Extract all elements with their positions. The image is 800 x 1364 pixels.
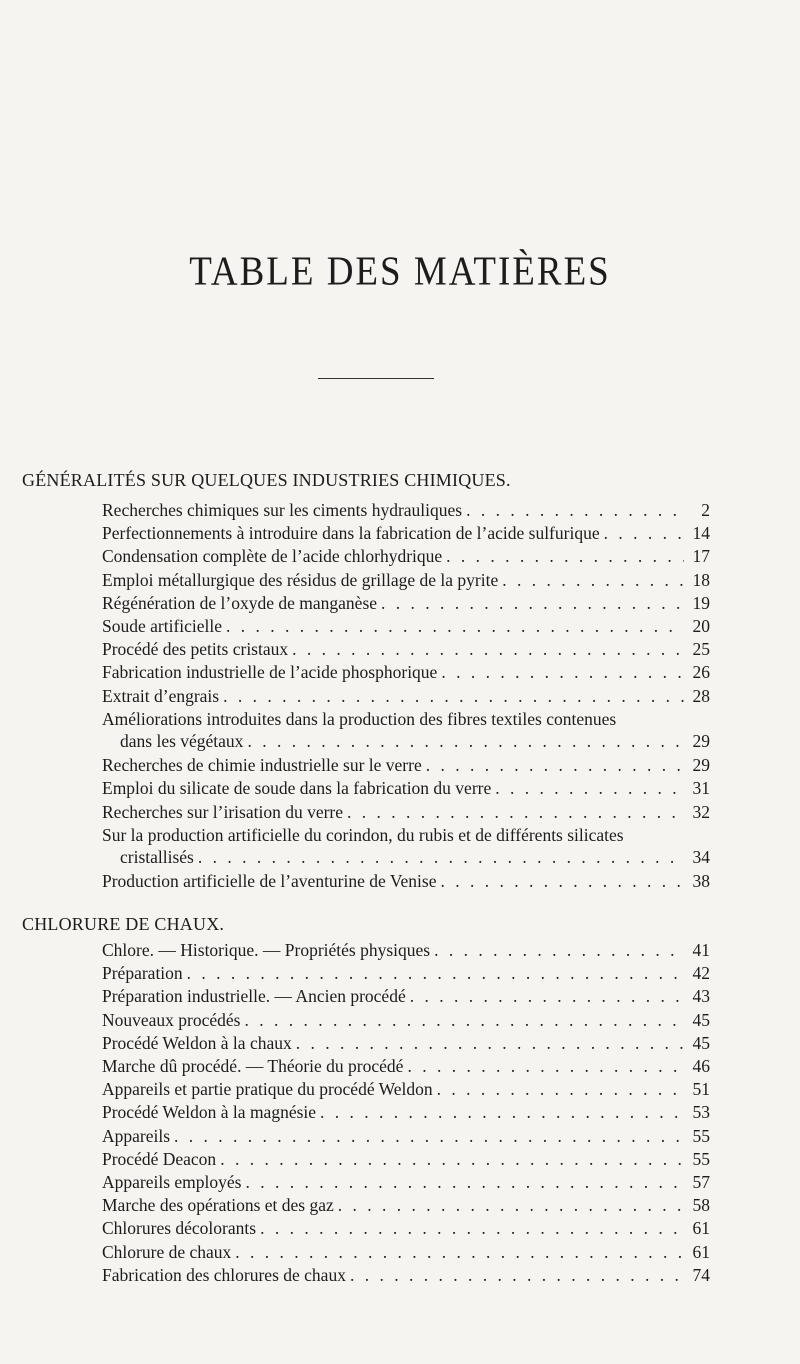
toc-page-number: 74 — [692, 1264, 710, 1285]
toc-entry-title: Recherches chimiques sur les ciments hydrauliques — [102, 500, 463, 520]
toc-entry-title: Marche des opérations et des gaz — [102, 1195, 334, 1216]
toc-entry-title: Chlorures décolorants — [102, 1218, 257, 1239]
dot-leader — [604, 522, 684, 544]
dot-leader — [220, 1148, 684, 1170]
dot-leader — [426, 754, 684, 776]
dot-leader — [407, 1055, 684, 1077]
section-heading: CHLORURE DE CHAUX. — [22, 914, 225, 934]
toc-page-number: 29 — [692, 755, 710, 776]
dot-leader — [441, 661, 684, 683]
toc-entry — [102, 499, 710, 521]
toc-page-number: 19 — [692, 592, 710, 613]
toc-entry-title: Production artificielle de l’aventurine de Venise — [102, 871, 437, 892]
toc-page-number: 51 — [692, 1079, 710, 1100]
toc-page-number: 42 — [692, 963, 710, 984]
toc-entry — [102, 962, 710, 984]
toc-entry-title: Condensation complète de l’acide chlorhydrique — [102, 546, 443, 567]
toc-entry-title: Emploi du silicate de soude dans la fabrication du verre — [102, 778, 492, 799]
toc-entry — [102, 985, 710, 1007]
dot-leader — [226, 615, 684, 637]
dot-leader — [296, 1032, 684, 1054]
dot-leader — [247, 730, 684, 752]
toc-entry — [102, 1264, 710, 1286]
toc-entry — [102, 615, 710, 637]
toc-entry-title: Procédé Weldon à la chaux — [102, 1032, 292, 1053]
toc-entry — [102, 545, 710, 567]
toc-entry — [102, 1078, 710, 1100]
dot-leader — [245, 1171, 684, 1193]
toc-entry-title-continued: dans les végétaux — [120, 730, 244, 751]
dot-leader — [260, 1217, 684, 1239]
toc-entry-title: Marche dû procédé. — Théorie du procédé — [102, 1056, 404, 1076]
section-heading: GÉNÉRALITÉS SUR QUELQUES INDUSTRIES CHIMIQUES. — [22, 470, 511, 490]
toc-page-number: 61 — [692, 1241, 710, 1262]
dot-leader — [446, 545, 684, 567]
toc-entry — [102, 754, 710, 776]
toc-page-number: 46 — [692, 1056, 710, 1076]
toc-entry — [102, 777, 710, 799]
toc-entry-title: Procédé Deacon — [102, 1148, 217, 1169]
dot-leader — [381, 592, 684, 614]
toc-entry-title: Nouveaux procédés — [102, 1009, 241, 1030]
dot-leader — [245, 1009, 685, 1031]
dot-leader — [187, 962, 684, 984]
toc-entry-title: Fabrication des chlorures de chaux — [102, 1264, 346, 1285]
toc-entry-title: Recherches de chimie industrielle sur le verre — [102, 755, 422, 776]
toc-page-number: 45 — [692, 1009, 710, 1030]
toc-entry-title: Extrait d’engrais — [102, 685, 220, 706]
dot-leader — [350, 1264, 684, 1286]
toc-entry — [102, 824, 710, 868]
title-divider — [318, 378, 434, 379]
toc-entry-title: Recherches sur l’irisation du verre — [102, 801, 344, 822]
toc-entry-title: Sur la production artificielle du corindon, du rubis et de différents silicates — [102, 824, 624, 845]
toc-page-number: 14 — [692, 523, 710, 544]
toc-entry-title: Chlore. — Historique. — Propriétés physiques — [102, 940, 431, 960]
dot-leader — [223, 685, 684, 707]
toc-page-number: 55 — [692, 1148, 710, 1169]
dot-leader — [338, 1194, 684, 1216]
toc-page-number: 55 — [692, 1125, 710, 1146]
toc-entry — [102, 1217, 710, 1239]
toc-entry — [102, 685, 710, 707]
dot-leader — [466, 499, 684, 521]
toc-page-number: 34 — [692, 846, 710, 867]
toc-entry-title: Emploi métallurgique des résidus de grillage de la pyrite — [102, 569, 499, 590]
toc-entry — [102, 1241, 710, 1263]
toc-entry — [102, 1032, 710, 1054]
toc-page-number: 18 — [692, 569, 710, 590]
toc-entry-title: Préparation industrielle. — Ancien procédé — [102, 986, 406, 1007]
toc-entry — [102, 1148, 710, 1170]
toc-entry-title: Soude artificielle — [102, 616, 223, 636]
toc-entry — [102, 1055, 710, 1077]
toc-entry — [102, 569, 710, 591]
toc-entry — [102, 1125, 710, 1147]
toc-entry-title: Chlorure de chaux — [102, 1241, 232, 1262]
toc-page-number: 2 — [701, 500, 710, 520]
toc-entry-title: Fabrication industrielle de l’acide phosphorique — [102, 662, 438, 683]
toc-entry — [102, 1101, 710, 1123]
dot-leader — [292, 638, 684, 660]
toc-entry-title: Appareils et partie pratique du procédé Weldon — [102, 1079, 433, 1100]
toc-entry — [102, 661, 710, 683]
toc-page-number: 43 — [692, 986, 710, 1007]
toc-entry — [102, 1171, 710, 1193]
toc-page-number: 26 — [692, 662, 710, 683]
toc-entry — [102, 522, 710, 544]
toc-entry-title: Perfectionnements à introduire dans la fabrication de l’acide sulfurique — [102, 523, 600, 544]
toc-entry-title: Appareils employés — [102, 1172, 242, 1192]
toc-page-number: 17 — [692, 546, 710, 567]
dot-leader — [347, 801, 684, 823]
dot-leader — [441, 870, 685, 892]
toc-page-number: 32 — [692, 801, 710, 822]
toc-page-number: 58 — [692, 1195, 710, 1216]
toc-entry-title: Améliorations introduites dans la production des fibres textiles contenues — [102, 708, 617, 729]
dot-leader — [235, 1241, 684, 1263]
dot-leader — [320, 1101, 684, 1123]
dot-leader — [410, 985, 684, 1007]
toc-page-number: 20 — [692, 616, 710, 636]
toc-entry — [102, 870, 710, 892]
dot-leader — [434, 939, 684, 961]
toc-entry-title: Appareils — [102, 1125, 171, 1146]
page-title: TABLE DES MATIÈRES — [189, 248, 611, 295]
toc-page-number: 31 — [692, 778, 710, 799]
toc-entry-title: Régénération de l’oxyde de manganèse — [102, 592, 378, 613]
dot-leader — [502, 569, 684, 591]
toc-entry — [102, 939, 710, 961]
toc-entry-title: Procédé des petits cristaux — [102, 639, 289, 660]
toc-page-number: 41 — [692, 940, 710, 960]
toc-entry — [102, 592, 710, 614]
toc-entry-title: Préparation — [102, 963, 183, 984]
toc-page-number: 29 — [692, 730, 710, 751]
toc-entry — [102, 801, 710, 823]
toc-entry — [102, 1194, 710, 1216]
toc-entry-title: Procédé Weldon à la magnésie — [102, 1102, 317, 1123]
toc-entry — [102, 1009, 710, 1031]
dot-leader — [437, 1078, 684, 1100]
toc-page-number: 57 — [692, 1172, 710, 1192]
toc-entry-title-continued: cristallisés — [120, 846, 194, 867]
dot-leader — [174, 1125, 684, 1147]
toc-page-number: 61 — [692, 1218, 710, 1239]
toc-page-number: 28 — [692, 685, 710, 706]
toc-page-number: 38 — [692, 871, 710, 892]
toc-entry — [102, 708, 710, 752]
dot-leader — [495, 777, 684, 799]
toc-page-number: 45 — [692, 1032, 710, 1053]
toc-page-number: 25 — [692, 639, 710, 660]
toc-page-number: 53 — [692, 1102, 710, 1123]
dot-leader — [198, 846, 684, 868]
toc-entry — [102, 638, 710, 660]
